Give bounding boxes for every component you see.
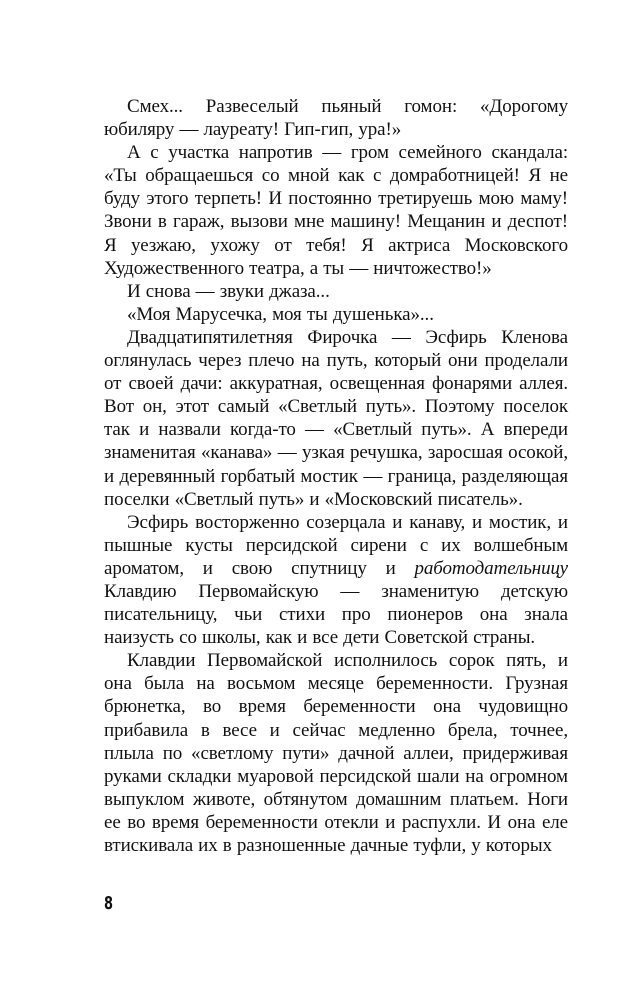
paragraph-5: Двадцатипятилетняя Фирочка — Эсфирь Кленова оглянулась через плечо на путь, который они проделали от своей дачи: аккуратная, освещенная фонарями аллея. Вот он, этот самый «Светлый путь». Поэтому поселок так и назвали когда-то — «Светлый путь». А впереди знаменитая «канава» — узкая речушка, заросшая осокой, и деревянный горбатый мостик — граница, разделяющая поселки «Светлый путь» и «Московский писатель». bbox=[104, 326, 568, 510]
body-text bbox=[104, 95, 568, 857]
paragraph-1: Смех... Развеселый пьяный гомон: «Дорогому юбиляру — лауреату! Гип-гип, ура!» bbox=[104, 96, 568, 141]
paragraph-2: А с участка напротив — гром семейного скандала: «Ты обращаешься со мной как с домработницей! Я не буду этого терпеть! И постоянно третируешь мою маму! Звони в гараж, вызови мне машину! Мещанин и деспот! Я уезжаю, ухожу от тебя! Я актриса Московского Художественного театра, а ты — ничтожество!» bbox=[104, 142, 568, 279]
page-number: 8 bbox=[104, 893, 114, 914]
paragraph-3: И снова — звуки джаза... bbox=[127, 280, 330, 302]
paragraph-7: Клавдии Первомайской исполнилось сорок пять, и она была на восьмом месяце беременности. Грузная брюнетка, во время беременности она чудовищно прибавила в весе и сейчас медленно брела, точнее, плыла по «светлому пути» дачной аллеи, придерживая руками складки муаровой персидской шали на огромном выпуклом животе, обтянутом домашним платьем. Ноги ее во время беременности отекли и распухли. И она еле втискивала их в разношенные дачные туфли, у которых bbox=[104, 650, 568, 856]
paragraph-6: Эсфирь восторженно созерцала и канаву, и мостик, и пышные кусты персидской сирени с их волшебным ароматом, и свою спутницу и работодательницу Клавдию Первомайскую — знаменитую детскую писательницу, чьи стихи про пионеров она знала наизусть со школы, как и все дети Советской страны. bbox=[104, 511, 568, 649]
italic-word: работодательницу bbox=[414, 557, 568, 579]
paragraph-4: «Моя Марусечка, моя ты душенька»... bbox=[127, 303, 434, 325]
